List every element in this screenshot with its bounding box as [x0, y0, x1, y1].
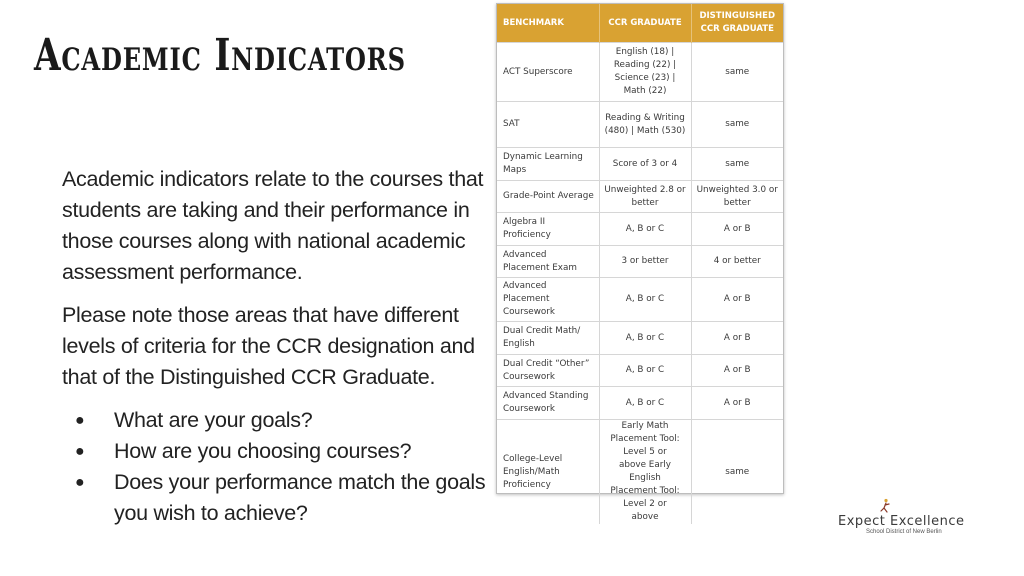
logo-subtext: School District of New Berlin: [866, 529, 942, 535]
distinguished-cell: same: [691, 43, 783, 102]
ccr-cell: A, B or C: [599, 322, 691, 355]
benchmark-cell: Advanced Standing Coursework: [497, 387, 599, 420]
list-item: ● What are your goals?: [62, 405, 487, 436]
body-text: [62, 164, 487, 529]
ccr-cell: Early Math Placement Tool: Level 5 or above Early English Placement Tool: Level 2 or above: [599, 420, 691, 525]
distinguished-cell: A or B: [691, 278, 783, 322]
table-row: [497, 387, 783, 420]
benchmark-cell: Advanced Placement Exam: [497, 246, 599, 278]
ccr-cell: A, B or C: [599, 387, 691, 420]
logo-text: Expect Excellence: [838, 514, 965, 529]
ccr-cell: English (18) | Reading (22) | Science (23) | Math (22): [599, 43, 691, 102]
benchmark-cell: Dual Credit Math/ English: [497, 322, 599, 355]
criteria-table: [497, 4, 783, 524]
ccr-cell: A, B or C: [599, 355, 691, 387]
benchmark-cell: Dynamic Learning Maps: [497, 148, 599, 181]
list-item: ● How are you choosing courses?: [62, 436, 487, 467]
distinguished-cell: same: [691, 102, 783, 148]
benchmark-cell: Grade-Point Average: [497, 181, 599, 213]
distinguished-cell: Unweighted 3.0 or better: [691, 181, 783, 213]
table-row: [497, 148, 783, 181]
benchmark-cell: Advanced Placement Coursework: [497, 278, 599, 322]
distinguished-cell: same: [691, 420, 783, 525]
header-benchmark: BENCHMARK: [497, 4, 599, 43]
ccr-cell: A, B or C: [599, 278, 691, 322]
ccr-cell: A, B or C: [599, 213, 691, 246]
distinguished-cell: A or B: [691, 322, 783, 355]
table-row: [497, 355, 783, 387]
intro-paragraph: Academic indicators relate to the courses that students are taking and their performance in those courses along with national academic assessment performance.: [62, 167, 484, 284]
benchmark-cell: ACT Superscore: [497, 43, 599, 102]
ccr-cell: Unweighted 2.8 or better: [599, 181, 691, 213]
distinguished-cell: same: [691, 148, 783, 181]
distinguished-cell: 4 or better: [691, 246, 783, 278]
list-item: ● Does your performance match the goals you wish to achieve?: [62, 467, 487, 529]
table-row: [497, 246, 783, 278]
benchmark-cell: College-Level English/Math Proficiency: [497, 420, 599, 525]
table-header-row: [497, 4, 783, 43]
ccr-cell: Score of 3 or 4: [599, 148, 691, 181]
benchmark-cell: Algebra II Proficiency: [497, 213, 599, 246]
distinguished-cell: A or B: [691, 387, 783, 420]
question-list: [62, 405, 487, 529]
table-row: [497, 322, 783, 355]
ccr-cell: 3 or better: [599, 246, 691, 278]
note-paragraph: Please note those areas that have different levels of criteria for the CCR designation and that of the Distinguished CCR Graduate.: [62, 303, 475, 389]
table-row: [497, 213, 783, 246]
table-row: [497, 420, 783, 525]
benchmark-cell: SAT: [497, 102, 599, 148]
criteria-table-image: [496, 3, 784, 522]
table-row: [497, 278, 783, 322]
table-row: [497, 43, 783, 102]
header-ccr-graduate: CCR GRADUATE: [599, 4, 691, 43]
table-row: [497, 102, 783, 148]
ccr-cell: Reading & Writing (480) | Math (530): [599, 102, 691, 148]
distinguished-cell: A or B: [691, 355, 783, 387]
district-logo: [838, 498, 965, 538]
table-row: [497, 181, 783, 213]
distinguished-cell: A or B: [691, 213, 783, 246]
header-distinguished: DISTINGUISHED CCR GRADUATE: [691, 4, 783, 43]
benchmark-cell: Dual Credit “Other” Coursework: [497, 355, 599, 387]
page-title: Academic Indicators: [34, 30, 406, 81]
